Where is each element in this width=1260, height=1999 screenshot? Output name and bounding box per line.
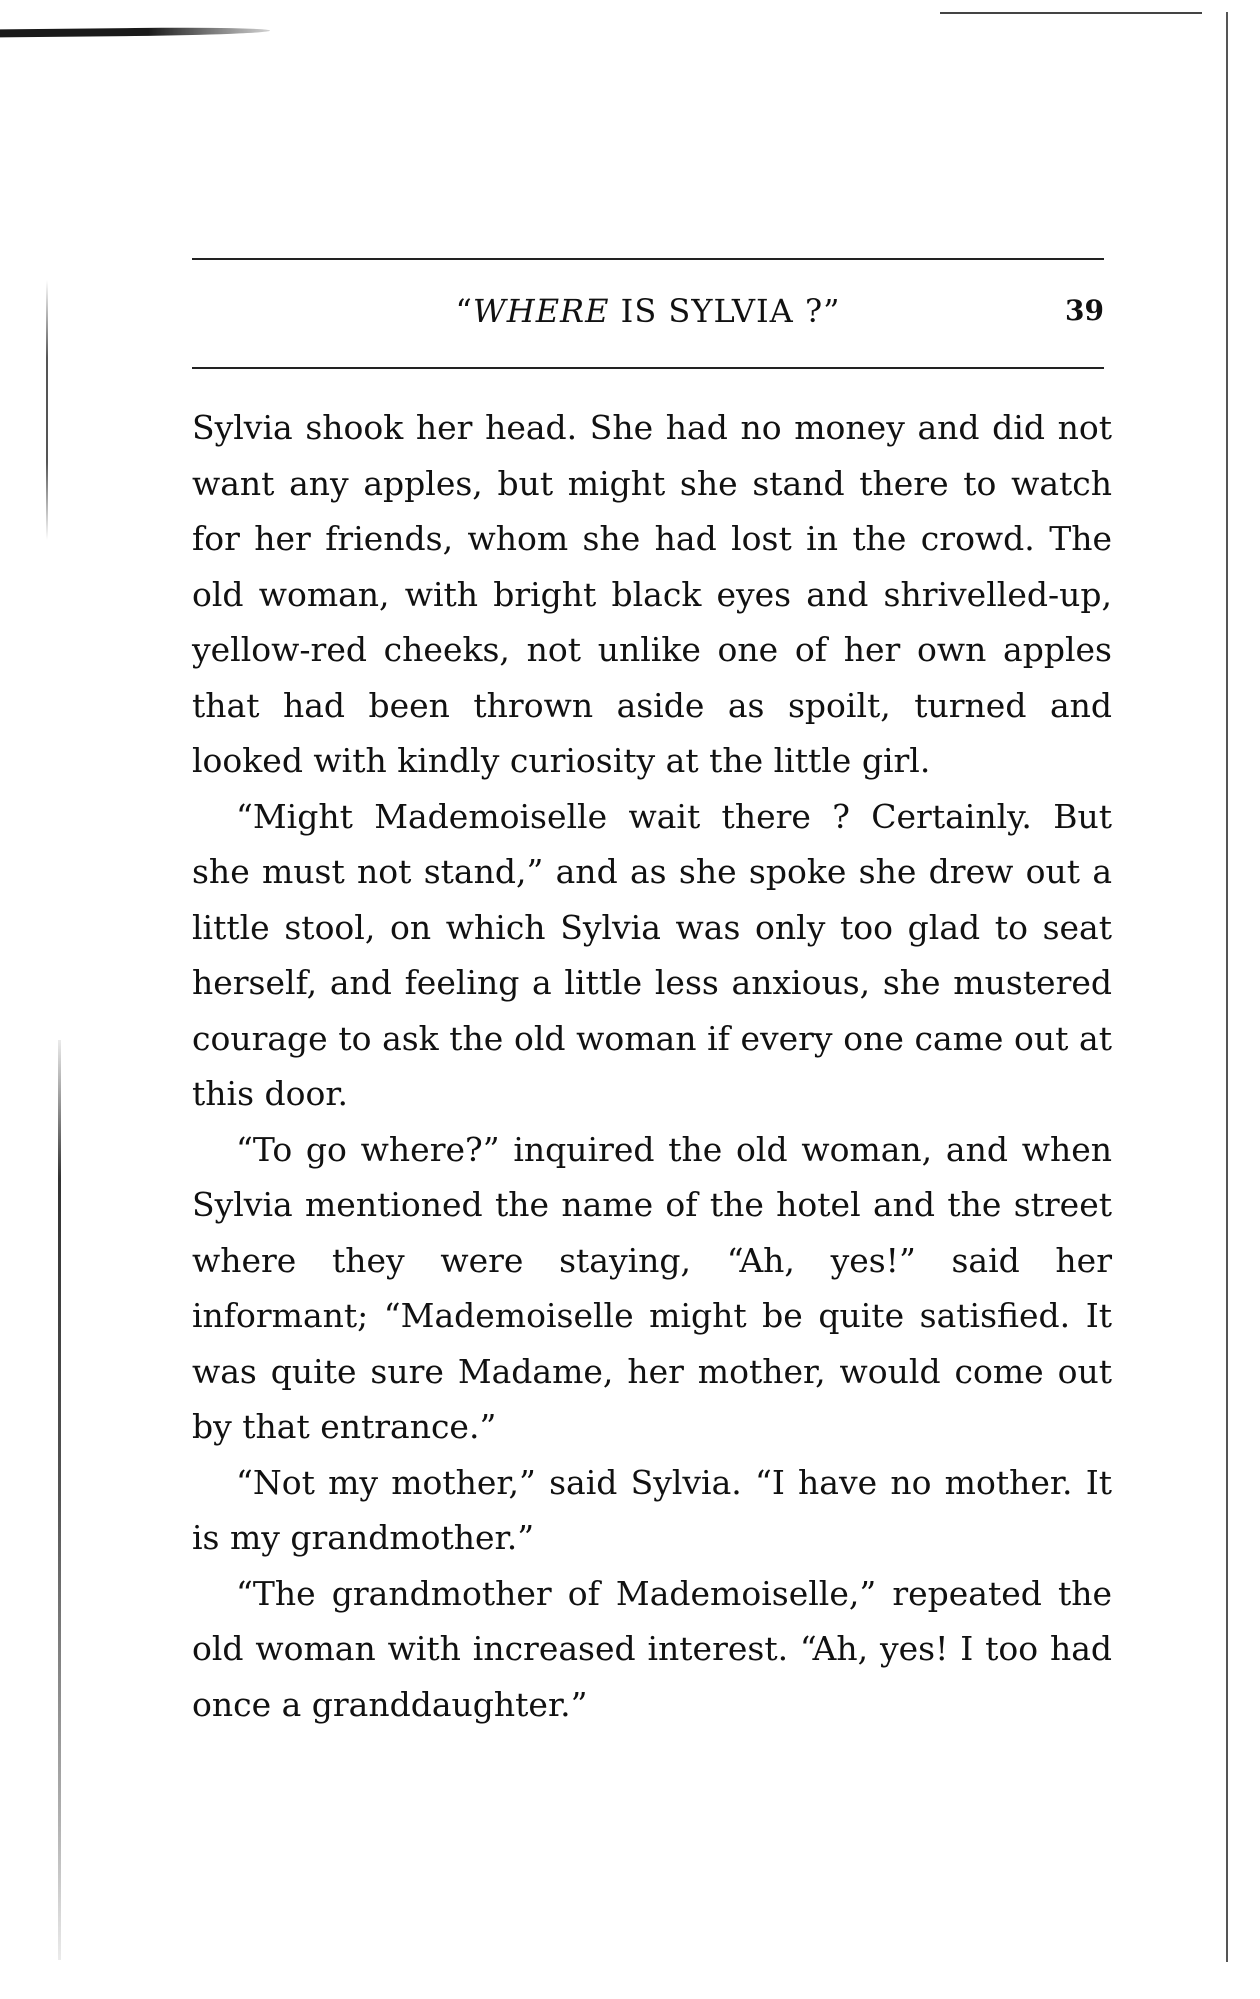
paragraph-5: “The grandmother of Mademoiselle,” repeated the old woman with increased interest. “Ah, yes! I too had once a granddaughter.” bbox=[192, 1573, 1112, 1724]
running-head bbox=[192, 292, 1104, 342]
header-rule-bottom bbox=[192, 367, 1104, 369]
scan-artifact-right-edge bbox=[1226, 12, 1228, 1962]
running-title-rest: IS SYLVIA ?” bbox=[609, 292, 841, 330]
paragraph-2: “Might Mademoiselle wait there ? Certainly. But she must not stand,” and as she spoke she drew out a little stool, on which Sylvia was only too glad to seat herself, and feeling a little less anxious, she mustered courage to ask the old woman if every one came out at this door. bbox=[192, 796, 1112, 1113]
scan-artifact-top-edge bbox=[940, 12, 1202, 14]
running-title-italic: WHERE bbox=[472, 292, 610, 330]
paragraph-3: “To go where?” inquired the old woman, and when Sylvia mentioned the name of the hotel and the street where they were staying, “Ah, yes!” said her informant; “Mademoiselle might be quite satisfied. It was quite sure Madame, her mother, would come out by that entrance.” bbox=[192, 1129, 1112, 1446]
scan-artifact-top-left bbox=[0, 27, 270, 38]
running-title bbox=[192, 292, 1104, 330]
header-rule-top bbox=[192, 258, 1104, 260]
scan-artifact-left-edge bbox=[58, 1040, 61, 1960]
paragraph-4: “Not my mother,” said Sylvia. “I have no mother. It is my grandmother.” bbox=[192, 1462, 1112, 1557]
running-title-open-quote: “ bbox=[455, 292, 473, 330]
scan-artifact-left-edge-upper bbox=[46, 280, 48, 540]
paragraph-1: Sylvia shook her head. She had no money and did not want any apples, but might she stand there to watch for her friends, whom she had lost in the crowd. The old woman, with bright black eyes and shrivelled-up, yellow-red cheeks, not unlike one of her own apples that had been thrown aside as spoilt, turned and looked with kindly curiosity at the little girl. bbox=[192, 408, 1112, 780]
page-number: 39 bbox=[1065, 294, 1104, 327]
body-text bbox=[192, 400, 1112, 1732]
